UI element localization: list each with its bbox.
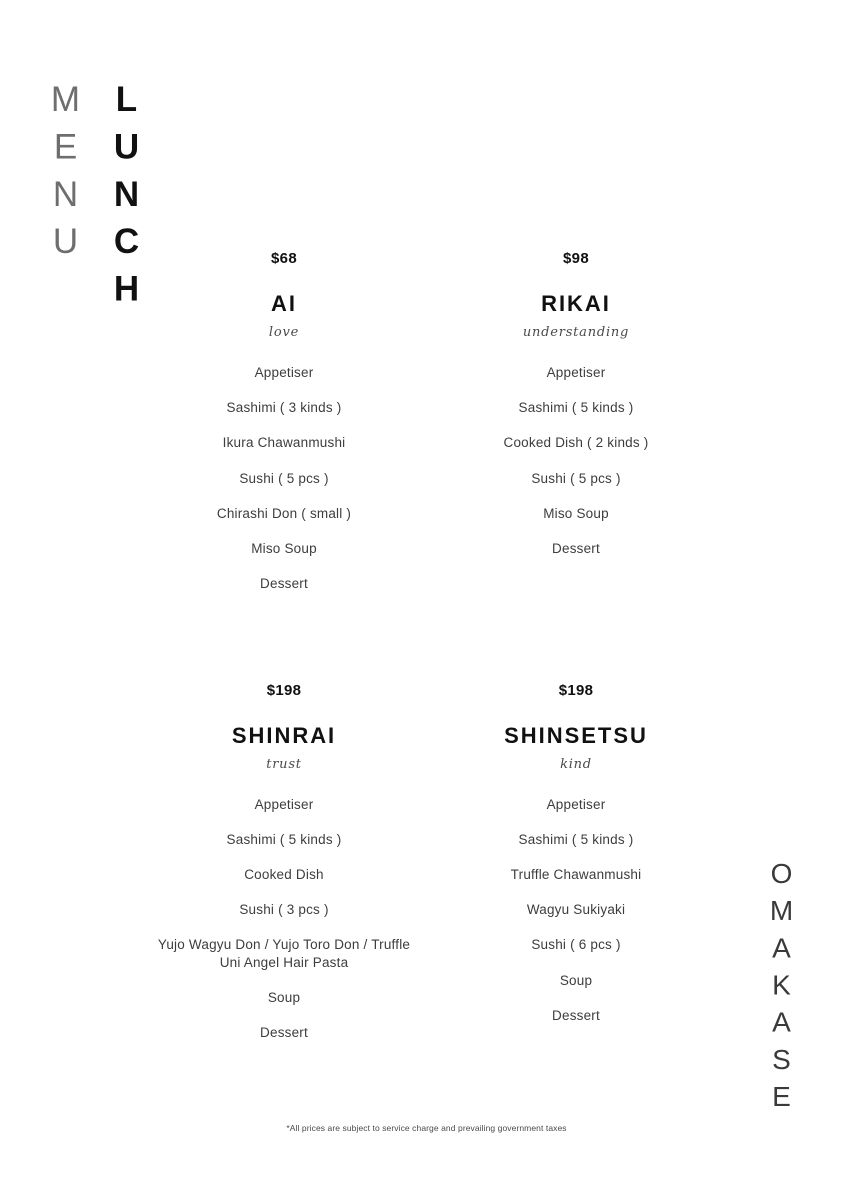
- course-item-list: [442, 796, 710, 1026]
- course-meaning: understanding: [522, 325, 630, 340]
- list-item: Dessert: [260, 1024, 308, 1040]
- list-item: Appetiser: [254, 365, 314, 380]
- course-card-shinrai: [150, 682, 418, 1042]
- course-grid: [150, 250, 710, 1042]
- list-item: Sashimi ( 3 kinds ): [226, 400, 342, 416]
- course-meaning: trust: [266, 756, 302, 772]
- list-item: Soup: [559, 972, 593, 988]
- course-card-shinsetsu: [442, 682, 710, 1042]
- list-item: Cooked Dish ( 2 kinds ): [503, 435, 649, 451]
- page-title-lunch: LUNCH: [107, 80, 146, 317]
- list-item: Miso Soup: [251, 541, 317, 557]
- list-item: Miso Soup: [543, 505, 609, 521]
- course-meaning: love: [268, 325, 300, 340]
- price-disclaimer: *All prices are subject to service charge and prevailing government taxes: [286, 1123, 567, 1133]
- list-item: Sashimi ( 5 kinds ): [226, 831, 342, 847]
- list-item: Sushi ( 6 pcs ): [531, 937, 621, 953]
- course-item-list: [150, 364, 418, 594]
- list-item: Sushi ( 5 pcs ): [531, 470, 621, 486]
- list-item: Yujo Wagyu Don / Yujo Toro Don / Truffle Uni Angel Hair Pasta: [157, 937, 411, 970]
- course-price: $68: [271, 250, 297, 267]
- list-item: Sushi ( 5 pcs ): [239, 470, 329, 486]
- course-name: SHINRAI: [231, 722, 337, 748]
- page-title-menu: MENU: [46, 80, 85, 270]
- list-item: Wagyu Sukiyaki: [526, 902, 626, 918]
- list-item: Sashimi ( 5 kinds ): [518, 831, 634, 847]
- course-name: SHINSETSU: [504, 722, 648, 748]
- course-price: $198: [266, 681, 302, 699]
- list-item: Sushi ( 3 pcs ): [239, 902, 329, 918]
- list-item: Soup: [267, 989, 301, 1005]
- course-card-ai: [150, 250, 418, 594]
- page-title: [48, 80, 144, 317]
- course-price: $198: [558, 681, 594, 699]
- list-item: Ikura Chawanmushi: [222, 435, 346, 451]
- course-item-list: [442, 364, 710, 558]
- course-item-list: [150, 796, 418, 1042]
- list-item: Chirashi Don ( small ): [216, 505, 352, 521]
- list-item: Cooked Dish: [244, 866, 324, 882]
- list-item: Sashimi ( 5 kinds ): [518, 400, 634, 416]
- list-item: Appetiser: [546, 796, 606, 812]
- list-item: Truffle Chawanmushi: [510, 866, 642, 882]
- list-item: Dessert: [552, 541, 600, 557]
- list-item: Dessert: [260, 576, 308, 592]
- course-meaning: kind: [560, 756, 592, 772]
- course-card-rikai: [442, 250, 710, 594]
- list-item: Dessert: [552, 1007, 600, 1023]
- list-item: Appetiser: [254, 796, 314, 812]
- list-item: Appetiser: [546, 365, 606, 380]
- course-price: $98: [563, 250, 589, 267]
- course-name: RIKAI: [541, 291, 611, 316]
- course-name: AI: [271, 291, 297, 316]
- omakase-side-label: OMAKASE: [766, 858, 797, 1119]
